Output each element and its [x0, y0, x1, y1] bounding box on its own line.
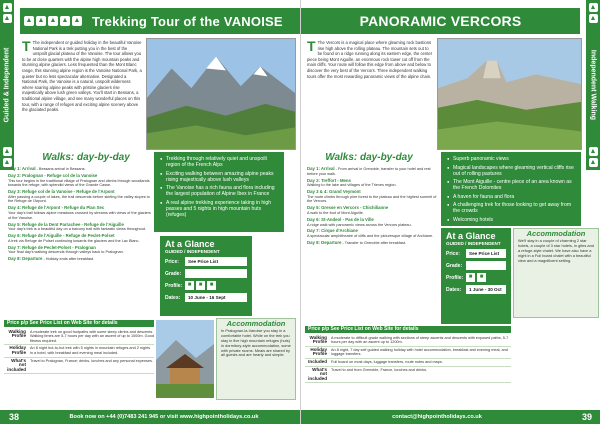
day-item: Day 1: Arrival - From arrival in Grenoble, transfer to your hotel and rest before your walk. — [307, 166, 431, 176]
highlight-item: ● Magical landscapes where gleaming vertical cliffs rise out of rolling pastures — [447, 165, 575, 177]
info-row: What's not included Travel to and from Grenoble, France, lunches and drinks. — [305, 367, 511, 384]
day-item: Day 8: Departure - Holiday ends after breakfast. — [8, 256, 95, 262]
walks-heading: Walks: day-by-day — [325, 152, 413, 163]
day-item: Day 4: Refuge de l'Arpont - Refuge du Plan Sec Your day's trail follows alpine meadows crossed by streams with views of the glaciers of the Vanoise. — [8, 205, 151, 220]
day-item: Day 3: Refuge col de la Vanoise - Refuge de l'Arpont After passing a couple of lakes, the trail descends before skirting the valley slopes to the Refuge de l'Arpont. — [8, 189, 150, 204]
boot-icon: ■ — [196, 281, 205, 290]
hiker-icon: ▲ — [589, 15, 597, 22]
hiker-icon: ▲ — [589, 159, 597, 166]
day-item: Day 2: Pralognan - Refuge col de la Vanoise This tour begins in the traditional village of Pralognan and climbs through woodlands towards the refuge, with splendid views of the Grande Casse. — [8, 172, 150, 188]
dates-value: 10 June - 16 Sept — [185, 293, 247, 302]
dropcap: T — [307, 38, 316, 54]
highlight-item: ● A challenging trek for those looking to get away from the crowds — [447, 202, 575, 214]
grade-value — [466, 261, 506, 270]
page-number: 38 — [8, 412, 19, 422]
info-row: What's not included Travel to Pralognan, France; drinks, lunches and any personal expenses. — [4, 358, 154, 375]
highlight-item: ● A real alpine trekking experience taking in high passes and 5 nights in high mountain huts (refuges) — [160, 200, 278, 218]
hiker-icon: ▲ — [61, 17, 69, 24]
glance-title: At a Glance — [165, 239, 215, 249]
info-row: Holiday Profile An 8 night hut-to-hut trek with 5 nights in mountain refuges and 2 nights in a hotel, with breakfast and evening meal included. — [4, 345, 154, 357]
intro-text: T The independent or guided holiday in the beautiful Vanoise National Park is a trek putting you in the best of the unspoilt glacial plateau of the Vanoise. The tour allows you to be at close quarters with the alpine high mountain peaks and stunning alpine glaciers. Less frequented than the Mont Blanc range, this stunning alpine region is the Vanoise National Park, a quieter but no less spectacular alternative. Designated a National Park, the Vanoise is a natural, unspoilt wilderness where soaring alpine peaks with pristine glaciers rise majestically above lush green valleys. You'll start in Bessans, a traditional alpine village, and see many wonderful places on this tour, with a range of refuges and exciting alpine scenery above the glaciated peaks. — [22, 38, 142, 113]
price-heading: Price p/p See Price List on Web Site for details — [4, 320, 154, 327]
page-number: 39 — [581, 412, 592, 422]
hiker-icon: ▲ — [73, 17, 81, 24]
highlights-list — [441, 152, 581, 226]
hiker-icon: ▲ — [589, 4, 597, 11]
booking-contact[interactable]: Book now on +44 (0)7483 241 945 or visit www.highpointholidays.co.uk — [69, 414, 259, 420]
info-table — [305, 326, 511, 383]
cliff-photo — [437, 38, 582, 150]
info-table — [4, 320, 154, 374]
refuge-photo — [156, 320, 214, 398]
left-side-tab — [0, 0, 14, 170]
hiker-icon: ▲ — [3, 4, 11, 11]
day-item: Day 2: Treffort - Mens Walking to the lake and villages of the Trieves region. — [307, 177, 397, 188]
info-row: Walking Profile A moderate to difficult grade walking with sections of steep ascents and descents with exposed paths, 5-7 hours per day with an ascent up to 1200m. — [305, 335, 511, 347]
mountain-photo — [146, 38, 296, 150]
highlight-item: ● Exciting walking between amazing alpine peaks rising majestically above lush valleys — [160, 171, 278, 183]
boot-icon: ■ — [477, 273, 486, 282]
price-value: See Price List — [185, 257, 247, 266]
day-list — [307, 167, 437, 248]
left-title-bar — [20, 8, 300, 34]
day-item: Day 6: St-Andeol - Pas de la Ville A ridge walk with panoramic views across the Vercors plateau. — [307, 216, 412, 227]
right-footer — [301, 410, 600, 424]
highlight-item: ● Superb panoramic views — [447, 156, 575, 162]
price-heading: Price p/p See Price List on Web Site for details — [305, 326, 511, 333]
walks-heading: Walks: day-by-day — [42, 152, 130, 163]
day-item: Day 3 & 4: Grand Veymont The route climbs through pine forest to the plateau and the highest summit of the Vercors. — [307, 189, 437, 204]
highlights-list — [154, 152, 284, 232]
left-footer — [0, 410, 300, 424]
right-page — [300, 0, 600, 424]
day-item: Day 6: Refuge de l'Aiguille - Refuge de Peclet-Polset A trek via Refuge de Polset continuing towards the glaciers and the Lac Blanc. — [8, 233, 140, 243]
day-item: Day 5: Gresse en Vercors - Chichilianne A walk to the foot of Mont Aiguille. — [307, 205, 389, 215]
side-tab-label: Independent Walking — [589, 49, 597, 121]
grade-value — [185, 269, 247, 278]
right-title-bar — [301, 8, 580, 34]
hiker-icon: ▲ — [3, 148, 11, 155]
accommodation-box: Accommodation In Pralognan-la-Vanoise you stay in a comfortable hotel. While on the trek you stay in five high mountain refuges (huts) in dormitory-style accommodation, some with private rooms. Meals are shared by all guests and are hearty and simple. — [216, 318, 296, 400]
info-row: Holiday Profile An 8 night, 7 day self guided walking holiday with hotel accommodation, breakfast and evening meal, and luggage transfers. — [305, 347, 511, 359]
day-item: Day 7: Refuge de Peclet-Polset - Pralognan Your final day's walking descends through valleys back to Pralognan. — [8, 244, 124, 255]
highlight-item: ● A haven for fauna and flora — [447, 194, 575, 200]
hiker-icon: ▲ — [3, 159, 11, 166]
highlight-item: ● The Mont Aiguille - centre piece of an area known as the French Dolomites — [447, 179, 575, 191]
accommodation-box: Accommodation We'll stay in a couple of charming 2 star hotels, a couple of 3 star hotels, in gites and a refuge-style chalet. We have also have a night in a Full board chalet with a beautiful view and a magnificent setting. — [513, 228, 599, 318]
info-row: Walking Profile A moderate trek on good footpaths with some steep climbs and descents. Walking times are 5-7 hours per day with an ascent of up to 1000m. Good fitness required. — [4, 329, 154, 346]
side-tab-label: Guided & Independent — [3, 47, 11, 123]
at-a-glance-panel: At a Glance GUIDED / INDEPENDENT Price: See Price List Grade: Profile: ■ ■ ■ Dates: 10 June - 16 Sept — [160, 236, 252, 316]
hiker-icon: ▲ — [3, 15, 11, 22]
contact-email[interactable]: contact@highpointholidays.co.uk — [392, 414, 482, 420]
page-title: PANORAMIC VERCORS — [359, 13, 522, 29]
day-item: Day 7: Cirque d'Archiane A spectacular amphitheatre of cliffs and the picturesque village of Archiane. — [307, 228, 434, 239]
hiker-icon: ▲ — [25, 17, 33, 24]
glance-title: At a Glance — [446, 231, 496, 241]
at-a-glance-panel: At a Glance GUIDED / INDEPENDENT Price: See Price List Grade: Profile: ■ ■ Dates: 1 June - 30 Oct — [441, 228, 511, 324]
hiker-icon: ▲ — [49, 17, 57, 24]
hiker-icon: ▲ — [37, 17, 45, 24]
right-side-tab — [586, 0, 600, 170]
info-row: Included Full board on most days, luggage transfers, route notes and maps. — [305, 359, 511, 367]
highlight-item: ● Trekking through relatively quiet and unspoilt region of the French Alps — [160, 156, 278, 168]
intro-text: T The Vercors is a magical place where gleaming rock bastions rise high above the rolling plateau. The mountain sets out to be found on a ridge running along its eastern edge, the center piece being Mont Aiguille, an enormous rock tower cut off from the main cliffs. Your route will follow this edge from above and below to discover the very best of the Vercors. Three independent walking tours offer the most rewarding panoramic views of the alpine chain. — [307, 38, 433, 79]
boot-icon: ■ — [207, 281, 216, 290]
highlight-item: ● Welcoming hotels — [447, 217, 575, 223]
glance-subtitle: GUIDED / INDEPENDENT — [446, 241, 501, 246]
boot-icon: ■ — [466, 273, 475, 282]
highlight-item: ● The Vanoise has a rich fauna and flora including the largest population of Alpine Ibex in France — [160, 185, 278, 197]
day-item: Day 8: Departure - Transfer to Grenoble after breakfast. — [307, 240, 406, 246]
dates-value: 1 June - 30 Oct — [466, 285, 506, 294]
page-title: Trekking Tour of the VANOISE — [92, 13, 283, 29]
hiker-icon: ▲ — [589, 148, 597, 155]
day-list — [8, 167, 152, 264]
glance-subtitle: GUIDED / INDEPENDENT — [165, 249, 220, 254]
day-item: Day 1: Arrival - Bessans arrival in Bessans. — [8, 166, 86, 171]
boot-icon: ■ — [185, 281, 194, 290]
dropcap: T — [22, 38, 31, 54]
day-item: Day 5: Refuge de la Dent Parrachee - Refuge de l'Aiguille Your day's trek is a beautiful day on a balcony trail with fantastic views throughout. — [8, 221, 146, 232]
price-value: See Price List — [466, 249, 506, 258]
